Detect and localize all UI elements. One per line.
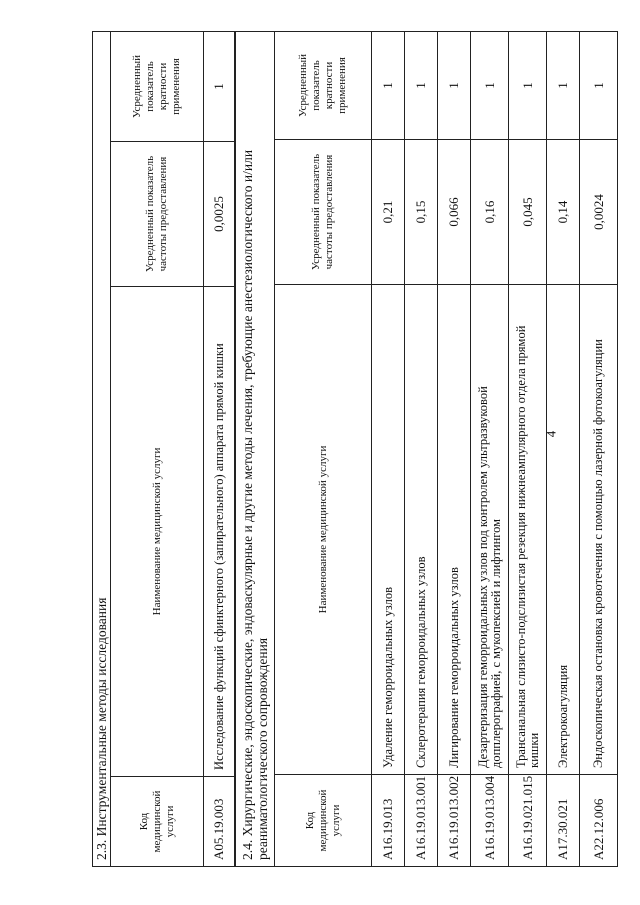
service-name: Склеротерапия геморроидальных узлов [405, 285, 438, 775]
header-multiplicity: Усредненный показатель кратности применения [275, 31, 372, 139]
table-row [580, 31, 618, 866]
table-row [547, 31, 580, 866]
frequency-value: 0,15 [405, 140, 438, 285]
multiplicity-value: 1 [372, 31, 405, 139]
table-row [471, 31, 509, 866]
service-code: A16.19.013.004 [471, 775, 509, 867]
multiplicity-value: 1 [438, 31, 471, 139]
page-number: 4 [543, 430, 559, 438]
table-row [372, 31, 405, 866]
service-code: A16.19.013 [372, 775, 405, 867]
header-frequency: Усредненный показатель частоты предоставления [111, 142, 204, 287]
service-name: Эндоскопическая остановка кровотечения с помощью лазерной фотокоагуляции [580, 285, 618, 775]
header-frequency: Усредненный показатель частоты предоставления [275, 140, 372, 285]
service-code: A17.30.021 [547, 775, 580, 867]
frequency-value: 0,066 [438, 140, 471, 285]
frequency-value: 0,21 [372, 140, 405, 285]
service-name: Исследование функций сфинктерного (запирательного) аппарата прямой кишки [204, 287, 235, 777]
header-name: Наименование медицинской услуги [111, 287, 204, 777]
frequency-value: 0,0025 [204, 142, 235, 287]
header-name: Наименование медицинской услуги [275, 285, 372, 775]
frequency-value: 0,045 [509, 140, 547, 285]
service-name: Электрокоагуляция [547, 285, 580, 775]
service-code: A22.12.006 [580, 775, 618, 867]
service-code: A16.19.013.002 [438, 775, 471, 867]
frequency-value: 0,16 [471, 140, 509, 285]
service-name: Лигирование геморроидальных узлов [438, 285, 471, 775]
rotated-page-content [92, 32, 606, 867]
section-title-2-3: 2.3. Инструментальные методы исследования [93, 31, 111, 866]
service-code: A16.19.013.001 [405, 775, 438, 867]
table-row [405, 31, 438, 866]
header-multiplicity: Усредненный показатель кратности применения [111, 31, 204, 141]
frequency-value: 0,0024 [580, 140, 618, 285]
multiplicity-value: 1 [405, 31, 438, 139]
multiplicity-value: 1 [204, 31, 235, 141]
section-title-2-4: 2.4. Хирургические, эндоскопические, эндоваскулярные и другие методы лечения, требующие анестезиологического и/или реаниматологического сопровождения [236, 31, 275, 866]
table-instrumental-methods [92, 31, 235, 867]
table-row [438, 31, 471, 866]
multiplicity-value: 1 [509, 31, 547, 139]
service-code: A05.19.003 [204, 777, 235, 867]
service-name: Трансанальная слизисто-подслизистая резекция нижнеампулярного отдела прямой кишки [509, 285, 547, 775]
multiplicity-value: 1 [547, 31, 580, 139]
multiplicity-value: 1 [471, 31, 509, 139]
frequency-value: 0,14 [547, 140, 580, 285]
table-row [204, 31, 235, 866]
header-code: Код медицинской услуги [111, 777, 204, 867]
service-code: A16.19.021.015 [509, 775, 547, 867]
header-code: Код медицинской услуги [275, 775, 372, 867]
service-name: Удаление геморроидальных узлов [372, 285, 405, 775]
service-name: Дезартеризация геморроидальных узлов под контролем ультразвуковой допплерографией, с мукопексией и лифтингом [471, 285, 509, 775]
table-row [509, 31, 547, 866]
multiplicity-value: 1 [580, 31, 618, 139]
table-surgical-methods [235, 31, 618, 867]
